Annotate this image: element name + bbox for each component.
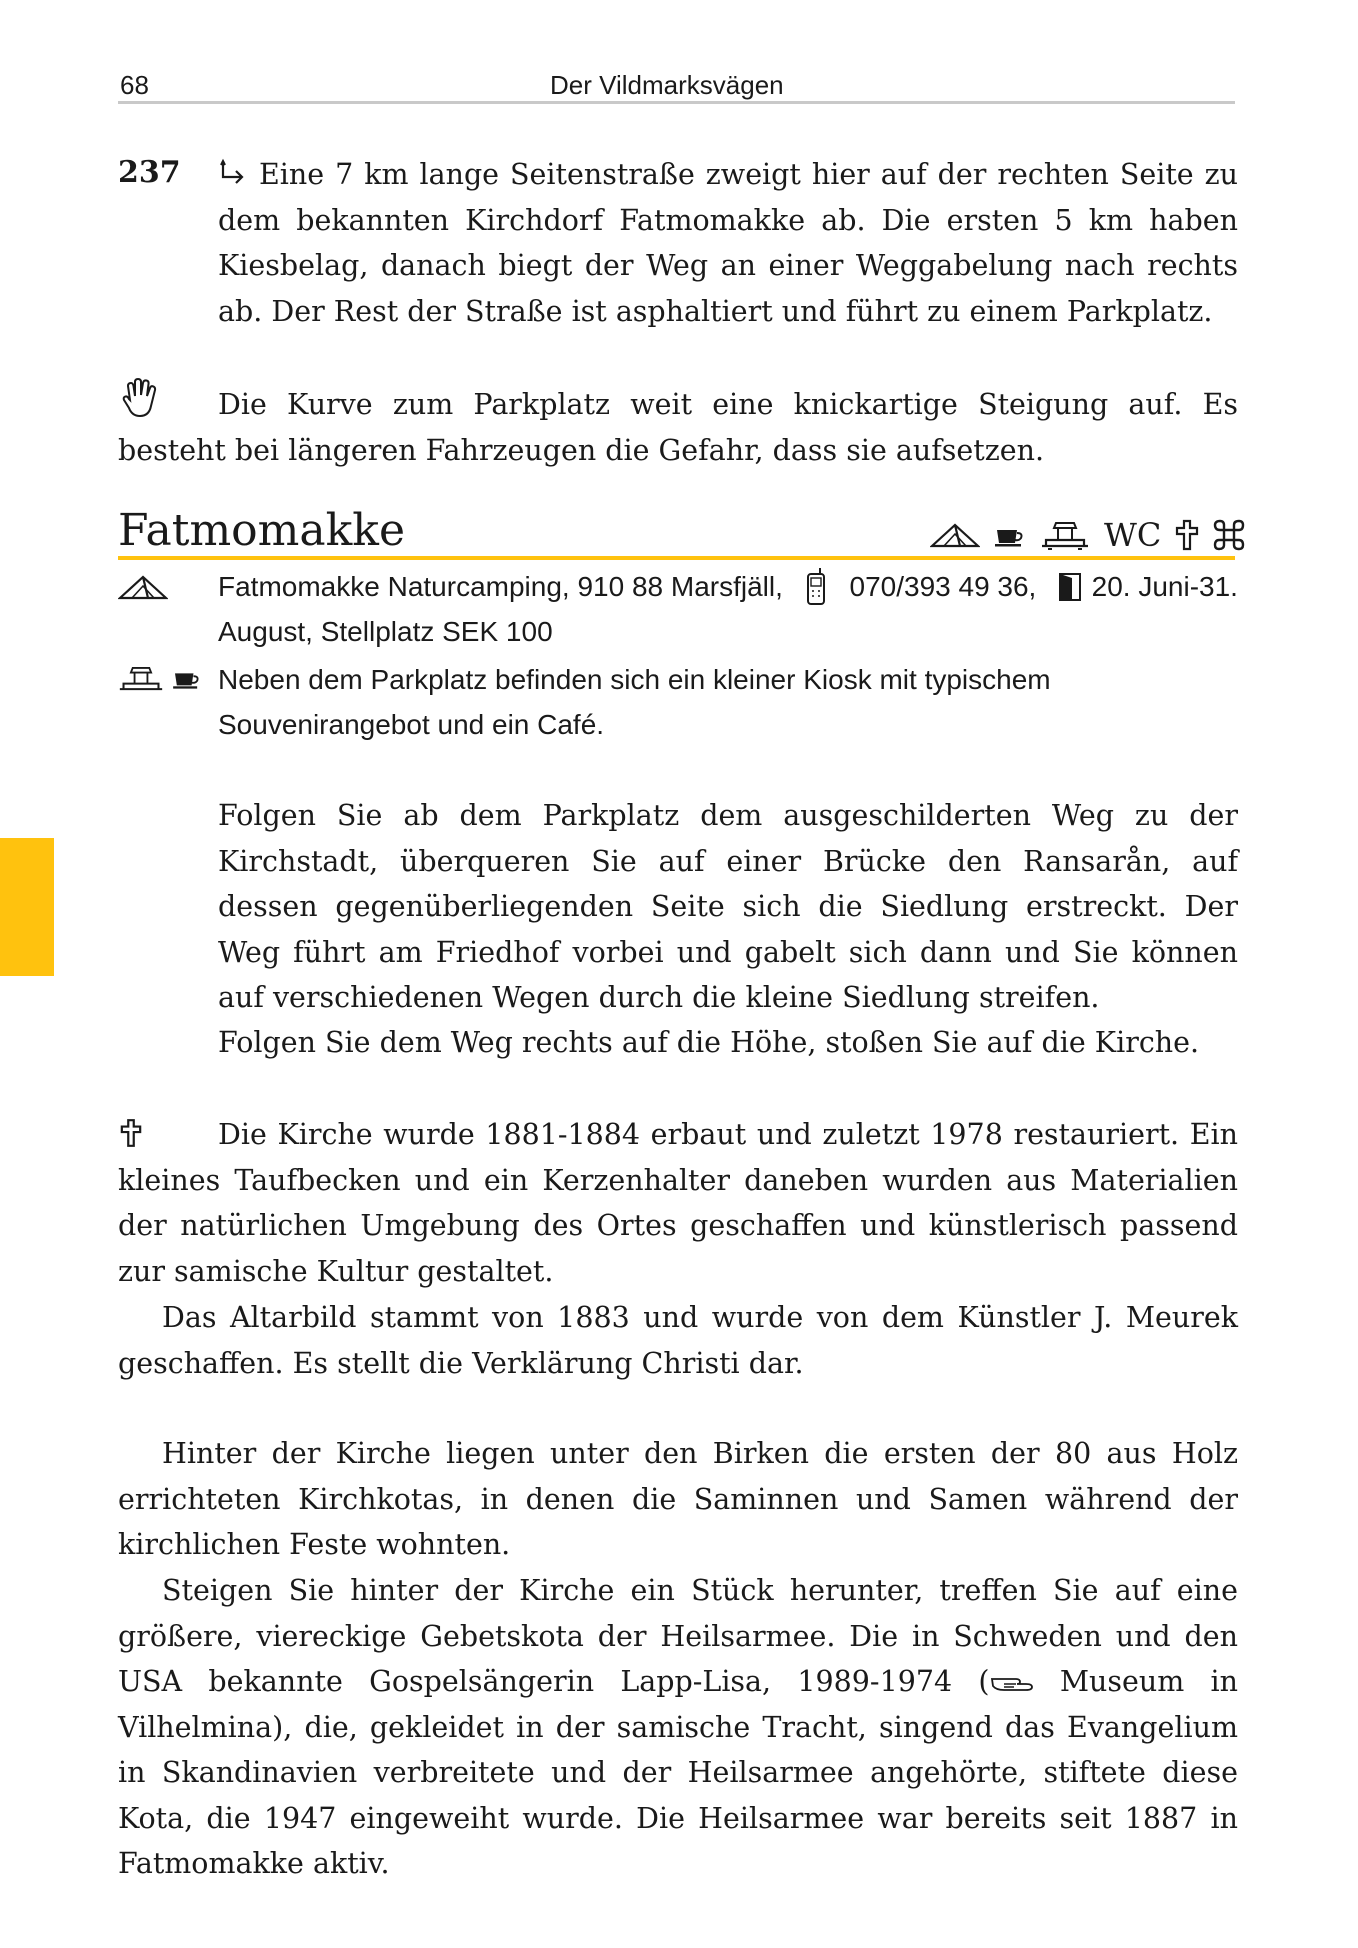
kotas-text-1: Hinter der Kirche liegen unter den Birken die ersten der 80 aus Holz errichteten Kirchkotas, in denen die Saminnen und Samen während der kirchlichen Feste wohnten. <box>118 1437 1238 1561</box>
kotas-text-2a: Steigen Sie hinter der Kirche ein Stück herunter, treffen Sie auf eine größere, viereckige Gebetskota der Heilsarmee. Die in Schweden und den USA bekannte Gospelsängerin Lapp-Lisa, 1989-1974 ( <box>118 1574 1238 1698</box>
kiosk-shop-icon <box>1040 520 1090 550</box>
kiosk-icon <box>118 664 164 694</box>
church-paragraph-1 <box>118 1112 1238 1294</box>
kotas-paragraph-1 <box>118 1431 1238 1568</box>
page-number: 68 <box>120 70 149 100</box>
warning-text: Die Kurve zum Parkplatz weit eine knickartige Steigung auf. Es besteht bei längeren Fahrzeugen die Gefahr, dass sie aufsetzen. <box>118 388 1238 467</box>
header-rule <box>118 101 1235 104</box>
camping-tent-icon <box>118 574 168 600</box>
church-paragraph-2 <box>118 1295 1238 1386</box>
walk-paragraph-2: Folgen Sie dem Weg rechts auf die Höhe, stoßen Sie auf die Kirche. <box>218 1026 1200 1059</box>
kotas-text-2b: die, gekleidet in der samische Tracht, singend das Evangelium in Skandinavien verbreitete und der Heilsarmee angehörte, stiftete diese Kota, die 1947 eingeweiht wurde. Die Heilsarmee war bereits seit 1887 in Fatmomakke aktiv. <box>118 1710 1238 1880</box>
route-text: Eine 7 km lange Seitenstraße zweigt hier auf der rechten Seite zu dem bekannten Kirchdorf Fatmomakke ab. Die ersten 5 km haben Kiesbelag, danach biegt der Weg an einer Weggabelung nach rechts ab. Der Rest der Straße ist asphaltiert und führt zu einem Parkplatz. <box>218 158 1238 328</box>
turn-arrow-icon <box>218 158 248 188</box>
camping-info <box>218 564 1238 654</box>
coffee-cup-icon <box>994 522 1026 548</box>
section-icons <box>930 515 1245 555</box>
chapter-thumb-tab <box>0 838 54 976</box>
wc-label: WC <box>1104 516 1162 554</box>
warning-paragraph <box>118 382 1238 473</box>
kotas-paragraph-2 <box>118 1568 1238 1887</box>
church-text-2: Das Altarbild stammt von 1883 und wurde von dem Künstler J. Meurek geschaffen. Es stellt die Verklärung Christi dar. <box>118 1301 1238 1380</box>
pointing-hand-reference-icon <box>990 1671 1034 1695</box>
place-of-interest-icon <box>1213 519 1245 551</box>
cafe-cup-icon <box>172 666 202 690</box>
section-title: Fatmomakke <box>118 505 405 556</box>
camping-season: 20. Juni-31. <box>1091 571 1238 602</box>
km-marker: 237 <box>118 155 181 190</box>
kiosk-info: Neben dem Parkplatz befinden sich ein kleiner Kiosk mit typischem Souvenirangebot und ein Café. <box>218 664 1051 740</box>
camping-phone: 070/393 49 36, <box>849 571 1037 602</box>
walk-paragraph-1: Folgen Sie ab dem Parkplatz dem ausgeschilderten Weg zu der Kirchstadt, überqueren Sie auf einer Brücke den Ransarån, auf dessen gegenüberliegenden Seite sich die Siedlung erstreckt. Der Weg führt am Friedhof vorbei und gabelt sich dann und Sie können auf verschiedenen Wegen durch die kleine Siedlung streifen. <box>218 799 1238 1014</box>
section-rule <box>118 556 1235 560</box>
kotas-reference: Museum in Vilhelmina), <box>118 1665 1238 1744</box>
church-text-1: Die Kirche wurde 1881-1884 erbaut und zuletzt 1978 restauriert. Ein kleines Taufbecken und ein Kerzenhalter daneben wurden aus Materialien der natürlichen Umgebung des Ortes geschaffen und künstlerisch passend zur samische Kultur gestaltet. <box>118 1118 1238 1288</box>
church-cross-icon <box>1175 519 1199 551</box>
route-paragraph <box>218 152 1238 334</box>
running-title: Der Vildmarksvägen <box>550 70 784 100</box>
camping-season-cont: August, Stellplatz SEK 100 <box>218 616 553 647</box>
mobile-phone-icon <box>804 568 828 606</box>
door-open-icon <box>1058 572 1086 602</box>
camping-name: Fatmomakke Naturcamping, 910 88 Marsfjäll, <box>218 571 783 602</box>
tent-icon <box>930 522 980 548</box>
